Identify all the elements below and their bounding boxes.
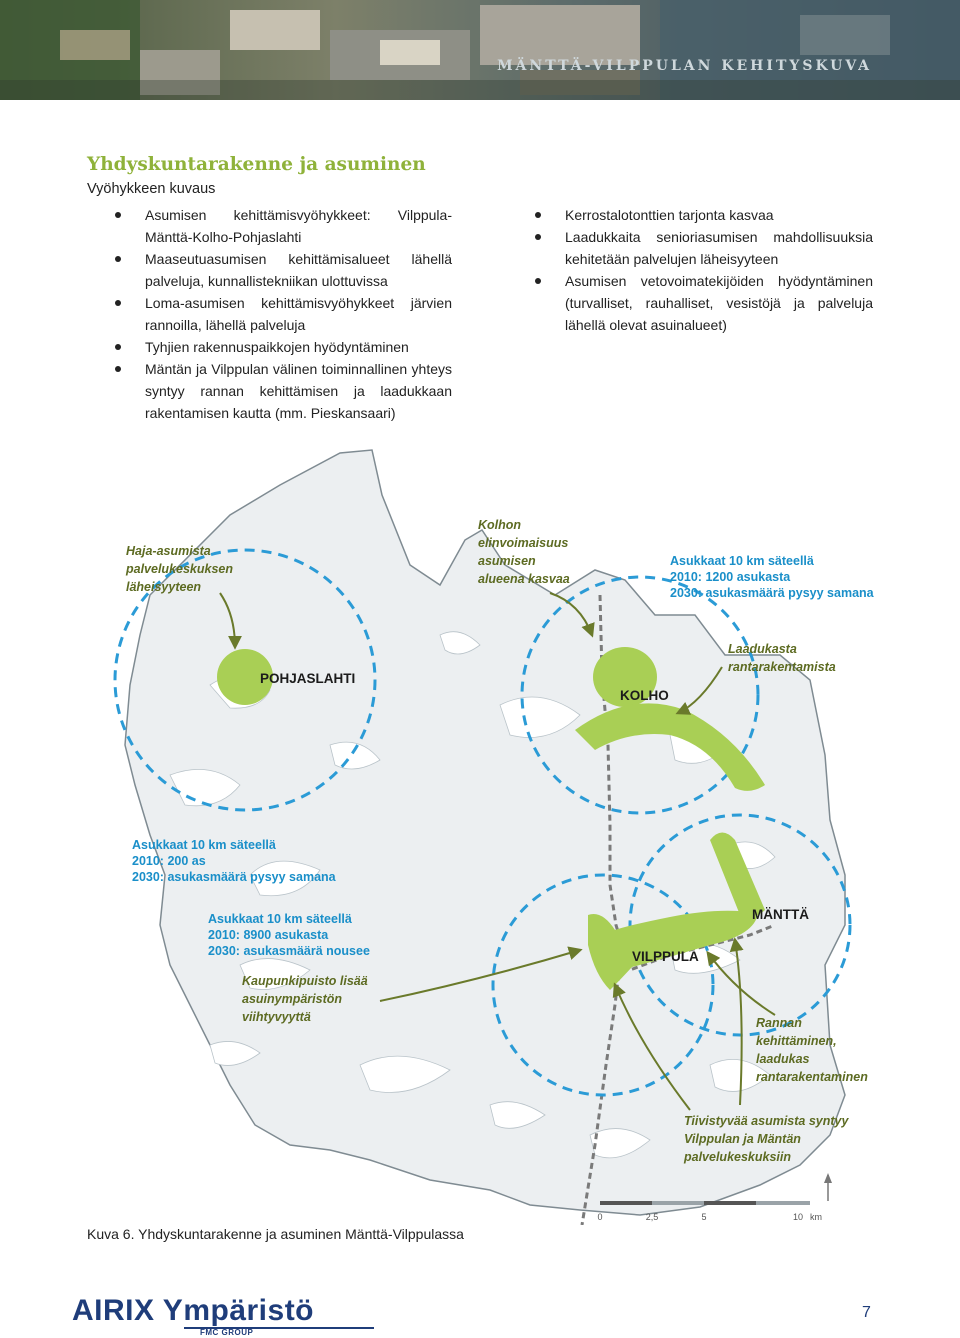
list-item: Loma-asumisen kehittämisvyöhykkeet järvien rannoilla, lähellä palveluja — [110, 292, 452, 336]
left-bullet-list — [110, 204, 452, 424]
annotation-laadukasta: Laadukasta rantarakentamista — [728, 642, 836, 674]
stats-pohjaslahti: Asukkaat 10 km säteellä 2010: 200 as 2030: asukasmäärä pysyy samana — [132, 838, 336, 884]
map-figure — [110, 445, 900, 1225]
scale-label: 10 — [792, 1212, 804, 1222]
page-number: 7 — [862, 1304, 871, 1321]
stats-kolho: Asukkaat 10 km säteellä 2010: 1200 asukasta 2030: asukasmäärä pysyy samana — [670, 554, 874, 600]
logo-main-text: AIRIX Ympäristö — [72, 1294, 315, 1327]
place-label-kolho: KOLHO — [620, 688, 669, 703]
figure-caption: Kuva 6. Yhdyskuntarakenne ja asuminen Mänttä-Vilppulassa — [87, 1226, 464, 1242]
list-item: Laadukkaita senioriasumisen mahdollisuuksia kehitetään palvelujen läheisyyteen — [530, 226, 873, 270]
airix-logo — [72, 1294, 315, 1337]
list-item: Asumisen kehittämisvyöhykkeet: Vilppula-Mänttä-Kolho-Pohjaslahti — [110, 204, 452, 248]
place-label-vilppula: VILPPULA — [632, 949, 699, 964]
annotation-tiivistyvaa: Tiivistyvää asumista syntyy Vilppulan ja Mäntän palvelukeskuksiin — [684, 1114, 849, 1164]
scale-label: km — [810, 1212, 822, 1222]
annotation-haja: Haja-asumista palvelukeskuksen läheisyyteen — [126, 544, 234, 594]
section-title: Yhdyskuntarakenne ja asuminen — [87, 154, 426, 175]
annotation-kaupunkipuisto: Kaupunkipuisto lisää asuinympäristön viihtyvyyttä — [242, 974, 368, 1024]
right-bullet-list — [530, 204, 873, 336]
list-item: Mäntän ja Vilppulan välinen toiminnallinen yhteys syntyy rannan kehittämisen ja laadukkaan rakentamisen kautta (mm. Pieskansaari) — [110, 358, 452, 424]
north-arrow-icon — [824, 1173, 832, 1201]
header-aerial-photo — [0, 0, 960, 100]
annotation-rannan: Rannan kehittäminen, laadukas rantarakentaminen — [756, 1016, 868, 1084]
scale-label: 5 — [701, 1212, 707, 1222]
annotation-kolhon: Kolhon elinvoimaisuus asumisen alueena kasvaa — [478, 518, 570, 586]
list-item: Kerrostalotonttien tarjonta kasvaa — [530, 204, 873, 226]
place-label-pohjaslahti: POHJASLAHTI — [260, 671, 356, 686]
logo-sub-text: FMC GROUP — [200, 1328, 254, 1337]
map-svg — [110, 445, 900, 1225]
stats-mantta-vilppula: Asukkaat 10 km säteellä 2010: 8900 asukasta 2030: asukasmäärä nousee — [208, 912, 370, 958]
list-item: Maaseutuasumisen kehittämisalueet lähellä palveluja, kunnallistekniikan ulottuvissa — [110, 248, 452, 292]
aerial-photo-image — [0, 0, 960, 100]
place-label-mantta: MÄNTTÄ — [752, 907, 809, 922]
scale-label: 2,5 — [645, 1212, 659, 1222]
header-title: MÄNTTÄ-VILPPULAN KEHITYSKUVA — [497, 58, 872, 74]
scale-label: 0 — [597, 1212, 603, 1222]
section-subtitle: Vyöhykkeen kuvaus — [87, 181, 216, 197]
list-item: Tyhjien rakennuspaikkojen hyödyntäminen — [110, 336, 452, 358]
list-item: Asumisen vetovoimatekijöiden hyödyntäminen (turvalliset, rauhalliset, vesistöjä ja palveluja lähellä olevat asuinalueet) — [530, 270, 873, 336]
